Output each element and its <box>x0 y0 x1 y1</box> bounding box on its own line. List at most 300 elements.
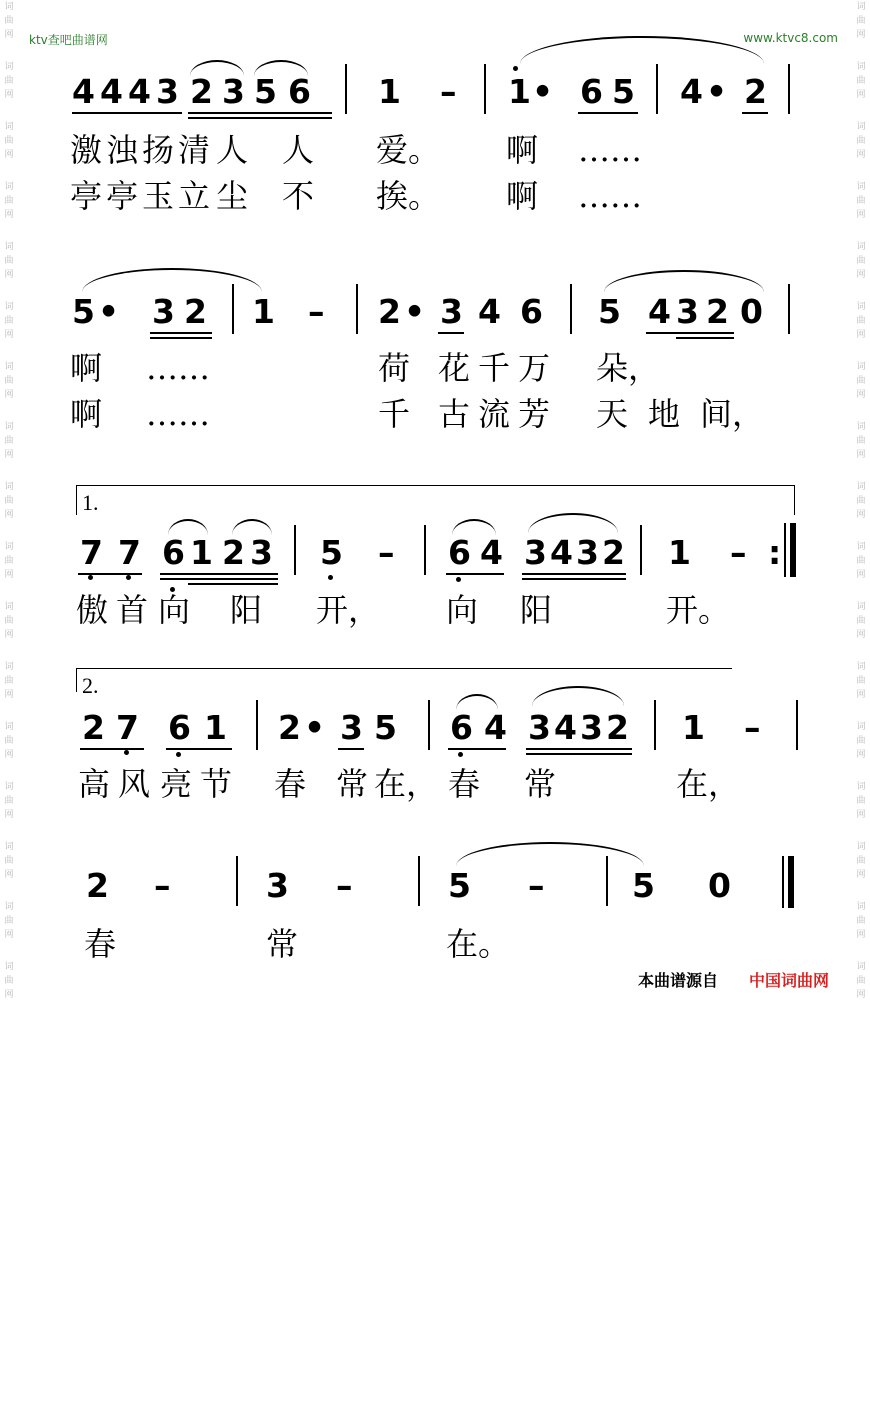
dash: – <box>378 533 395 572</box>
watermark-glyph: 网 <box>4 450 14 460</box>
underline <box>160 573 278 575</box>
slur <box>532 686 624 706</box>
final-barline-thick <box>788 856 794 908</box>
watermark-glyph: 曲 <box>4 916 14 926</box>
note: 2 <box>222 533 245 572</box>
lyric: 浊 <box>106 131 139 169</box>
note: 6 <box>520 292 543 331</box>
low-octave-dot <box>126 575 131 580</box>
augmentation-dot: • <box>304 708 326 747</box>
note: 4 <box>128 72 151 111</box>
note: 5 <box>254 72 277 111</box>
note: 2 <box>606 708 629 747</box>
lyric: 激 <box>70 131 103 169</box>
note: 7 <box>80 533 103 572</box>
watermark-glyph: 曲 <box>4 376 14 386</box>
watermark-glyph: 网 <box>856 570 866 580</box>
volta-label-1: 1. <box>82 490 99 515</box>
lyric: 千 <box>478 349 511 387</box>
note: 6 <box>168 708 191 747</box>
watermark-glyph: 词 <box>4 182 14 192</box>
note: 3 <box>266 866 289 905</box>
note: 4 <box>550 533 573 572</box>
lyric: 啊 <box>506 177 539 215</box>
tie <box>168 519 208 535</box>
watermark-glyph: 词 <box>856 362 866 372</box>
watermark-glyph: 网 <box>856 150 866 160</box>
watermark-glyph: 网 <box>856 510 866 520</box>
watermark-glyph: 曲 <box>856 16 866 26</box>
augmentation-dot: • <box>532 72 554 111</box>
lyrics-verse-2 <box>0 396 870 432</box>
watermark-glyph: 曲 <box>4 196 14 206</box>
watermark-left: ktv查吧曲谱网 <box>29 33 108 47</box>
lyric: 扬 <box>142 131 175 169</box>
watermark-glyph: 网 <box>4 870 14 880</box>
dash: – <box>744 708 761 747</box>
watermark-glyph: 曲 <box>856 676 866 686</box>
watermark-glyph: 网 <box>856 750 866 760</box>
volta-bracket-1-right <box>794 485 795 515</box>
note: 3 <box>576 533 599 572</box>
barline <box>640 525 642 575</box>
watermark-glyph: 词 <box>4 62 14 72</box>
footer-site-name: 中国词曲网 <box>749 971 830 990</box>
low-octave-dot <box>456 577 461 582</box>
dash: – <box>308 292 325 331</box>
watermark-glyph: 词 <box>4 602 14 612</box>
low-octave-dot <box>458 752 463 757</box>
watermark-glyph-group <box>852 660 870 702</box>
watermark-glyph: 曲 <box>856 496 866 506</box>
lyric: 地 <box>648 395 681 433</box>
watermark-glyph: 词 <box>4 302 14 312</box>
watermark-glyph: 词 <box>856 242 866 252</box>
underline <box>676 337 734 339</box>
repeat-barline-thin <box>784 523 786 577</box>
note: 6 <box>162 533 185 572</box>
watermark-glyph-group <box>852 240 870 282</box>
lyric: 亭 <box>70 177 103 215</box>
underline <box>150 332 212 334</box>
lyric: 常 <box>266 925 299 963</box>
dash: – <box>528 866 545 905</box>
slur <box>528 513 618 533</box>
watermark-glyph: 词 <box>4 422 14 432</box>
lyric: 春 <box>448 765 481 803</box>
watermark-glyph: 曲 <box>4 436 14 446</box>
watermark-glyph: 网 <box>4 510 14 520</box>
note: 4 <box>680 72 703 111</box>
lyric: 春 <box>274 765 307 803</box>
watermark-glyph: 词 <box>4 962 14 972</box>
lyric: 啊 <box>70 349 103 387</box>
lyric: 首 <box>116 591 149 629</box>
note: 7 <box>116 708 139 747</box>
watermark-glyph: 网 <box>856 90 866 100</box>
volta-bracket-2 <box>76 668 732 669</box>
note: 3 <box>156 72 179 111</box>
lyric: 天 <box>596 395 629 433</box>
watermark-glyph: 词 <box>856 302 866 312</box>
watermark-glyph: 网 <box>856 450 866 460</box>
watermark-glyph: 词 <box>4 242 14 252</box>
barline <box>345 64 347 114</box>
watermark-glyph: 曲 <box>4 16 14 26</box>
lyric: 常 <box>524 765 557 803</box>
lyrics-verse-2 <box>0 178 870 214</box>
note: 4 <box>100 72 123 111</box>
notes-row <box>0 866 870 916</box>
augmentation-dot: • <box>404 292 426 331</box>
watermark-glyph: 词 <box>856 62 866 72</box>
watermark-glyph: 词 <box>4 662 14 672</box>
watermark-glyph: 词 <box>856 962 866 972</box>
barline <box>418 856 420 906</box>
watermark-glyph: 曲 <box>856 736 866 746</box>
note: 1 <box>252 292 275 331</box>
watermark-glyph: 网 <box>4 150 14 160</box>
lyric: 高 <box>78 765 111 803</box>
watermark-glyph: 网 <box>856 210 866 220</box>
note: 1 <box>204 708 227 747</box>
watermark-glyph: 曲 <box>856 616 866 626</box>
watermark-glyph: 词 <box>856 422 866 432</box>
note: 2 <box>706 292 729 331</box>
lyric: 亮 <box>160 765 193 803</box>
lyric: 向 <box>446 591 479 629</box>
watermark-glyph: 网 <box>4 30 14 40</box>
watermark-glyph: 曲 <box>4 856 14 866</box>
lyrics-verse-1 <box>0 132 870 168</box>
repeat-sign: : <box>768 533 782 572</box>
barline <box>236 856 238 906</box>
lyric: 不 <box>282 177 315 215</box>
note: 6 <box>448 533 471 572</box>
watermark-glyph-group <box>852 0 870 42</box>
low-octave-dot <box>88 575 93 580</box>
lyric: 开， <box>316 591 381 629</box>
watermark-glyph: 网 <box>856 690 866 700</box>
watermark-glyph: 曲 <box>4 316 14 326</box>
underline <box>150 337 212 339</box>
lyric: 向 <box>158 591 191 629</box>
note: 2 <box>82 708 105 747</box>
dash: – <box>336 866 353 905</box>
volta-bracket-1-left <box>76 485 77 515</box>
note: 5 <box>632 866 655 905</box>
lyric: 开。 <box>666 591 731 629</box>
note: 6 <box>450 708 473 747</box>
watermark-glyph: 曲 <box>856 436 866 446</box>
watermark-glyph: 曲 <box>4 136 14 146</box>
watermark-glyph: 网 <box>4 930 14 940</box>
watermark-glyph: 网 <box>856 390 866 400</box>
underline <box>526 748 632 750</box>
lyric: 花 <box>438 349 471 387</box>
watermark-glyph-group <box>852 960 870 1002</box>
lyric: 爱。 <box>376 131 441 169</box>
notes-row <box>0 72 870 122</box>
watermark-glyph: 网 <box>4 390 14 400</box>
note: 3 <box>250 533 273 572</box>
low-octave-dot <box>328 575 333 580</box>
slur <box>456 842 644 866</box>
notes-row <box>0 292 870 342</box>
note: 2 <box>602 533 625 572</box>
watermark-glyph: 曲 <box>4 736 14 746</box>
barline <box>294 525 296 575</box>
note: 4 <box>478 292 501 331</box>
volta-bracket-2-left <box>76 668 77 692</box>
watermark-glyph: 词 <box>856 902 866 912</box>
lyric: 节 <box>200 765 233 803</box>
barline <box>796 700 798 750</box>
watermark-glyph: 网 <box>856 930 866 940</box>
lyrics <box>0 592 870 628</box>
note: 2 <box>86 866 109 905</box>
watermark-glyph: 网 <box>856 270 866 280</box>
dash: – <box>154 866 171 905</box>
note: 2 <box>184 292 207 331</box>
underline <box>446 573 504 575</box>
note: 2 <box>378 292 401 331</box>
low-octave-dot <box>176 752 181 757</box>
watermark-glyph: 曲 <box>856 316 866 326</box>
watermark-glyph: 网 <box>856 990 866 1000</box>
barline <box>256 700 258 750</box>
underline <box>166 748 232 750</box>
watermark-glyph: 曲 <box>4 976 14 986</box>
note: 2 <box>278 708 301 747</box>
watermark-glyph: 词 <box>4 482 14 492</box>
watermark-glyph: 词 <box>856 782 866 792</box>
watermark-glyph: 网 <box>4 330 14 340</box>
watermark-glyph: 曲 <box>856 136 866 146</box>
note: 1 <box>378 72 401 111</box>
note: 7 <box>118 533 141 572</box>
note: 5 <box>72 292 95 331</box>
note: 5 <box>612 72 635 111</box>
lyric: …… <box>146 395 210 433</box>
lyrics-verse-1 <box>0 350 870 386</box>
volta-label-2: 2. <box>82 673 99 698</box>
dash: – <box>440 72 457 111</box>
watermark-glyph: 网 <box>4 570 14 580</box>
augmentation-dot: • <box>706 72 728 111</box>
lyric: 朵， <box>596 349 661 387</box>
dash: – <box>730 533 747 572</box>
note: 3 <box>524 533 547 572</box>
watermark-glyph: 曲 <box>856 256 866 266</box>
lyric: 流 <box>478 395 511 433</box>
barline <box>654 700 656 750</box>
watermark-glyph: 曲 <box>4 676 14 686</box>
note: 0 <box>740 292 763 331</box>
high-octave-dot <box>513 66 518 71</box>
watermark-glyph: 曲 <box>856 796 866 806</box>
watermark-glyph: 网 <box>4 810 14 820</box>
watermark-glyph: 词 <box>856 722 866 732</box>
underline <box>522 573 626 575</box>
underline <box>438 332 464 334</box>
lyric: 啊 <box>70 395 103 433</box>
note: 4 <box>554 708 577 747</box>
watermark-glyph: 词 <box>4 722 14 732</box>
watermark-glyph: 曲 <box>856 76 866 86</box>
barline <box>788 284 790 334</box>
underline <box>78 573 142 575</box>
watermark-glyph: 网 <box>4 90 14 100</box>
watermark-glyph: 网 <box>856 870 866 880</box>
watermark-right: www.ktvc8.com <box>743 31 838 45</box>
lyric: …… <box>578 177 642 215</box>
underline <box>188 583 278 585</box>
note: 5 <box>448 866 471 905</box>
lyric: 玉 <box>142 177 175 215</box>
lyric: 傲 <box>76 591 109 629</box>
watermark-glyph: 曲 <box>4 796 14 806</box>
lyric: 在。 <box>446 925 511 963</box>
underline <box>80 748 144 750</box>
tie <box>232 519 272 535</box>
underline <box>526 753 632 755</box>
watermark-glyph: 词 <box>4 122 14 132</box>
lyric: 芳 <box>518 395 551 433</box>
watermark-glyph: 词 <box>856 482 866 492</box>
note: 2 <box>744 72 767 111</box>
lyric: …… <box>578 131 642 169</box>
lyric: 千 <box>378 395 411 433</box>
lyric: 人 <box>216 131 249 169</box>
watermark-glyph: 网 <box>4 990 14 1000</box>
barline <box>356 284 358 334</box>
watermark-glyph: 网 <box>4 270 14 280</box>
footer-source-label: 本曲谱源自 <box>638 971 719 990</box>
watermark-glyph: 曲 <box>4 256 14 266</box>
note: 5 <box>320 533 343 572</box>
underline <box>448 748 506 750</box>
watermark-glyph: 网 <box>4 630 14 640</box>
watermark-glyph: 曲 <box>856 916 866 926</box>
lyric: 万 <box>518 349 551 387</box>
note: 4 <box>72 72 95 111</box>
watermark-glyph: 词 <box>856 842 866 852</box>
lyric: 清 <box>178 131 211 169</box>
note: 1 <box>190 533 213 572</box>
underline <box>188 112 332 114</box>
watermark-glyph: 词 <box>4 842 14 852</box>
underline <box>160 578 278 580</box>
notes-row <box>0 708 870 758</box>
lyric: 古 <box>438 395 471 433</box>
tie <box>190 60 244 76</box>
note: 5 <box>598 292 621 331</box>
lyric: 阳 <box>520 591 553 629</box>
lyric: 啊 <box>506 131 539 169</box>
lyric: 风 <box>118 765 151 803</box>
note: 4 <box>484 708 507 747</box>
note: 2 <box>190 72 213 111</box>
underline <box>578 112 638 114</box>
tie <box>254 60 308 76</box>
barline <box>606 856 608 906</box>
final-barline-thin <box>782 856 784 908</box>
watermark-glyph: 网 <box>856 810 866 820</box>
watermark-glyph: 曲 <box>856 556 866 566</box>
note: 3 <box>222 72 245 111</box>
watermark-glyph: 曲 <box>4 616 14 626</box>
lyric: 亭 <box>106 177 139 215</box>
watermark-glyph: 词 <box>856 122 866 132</box>
barline <box>656 64 658 114</box>
watermark-glyph: 网 <box>4 750 14 760</box>
tie <box>452 519 496 535</box>
note: 3 <box>152 292 175 331</box>
note: 1 <box>682 708 705 747</box>
lyric: 尘 <box>216 177 249 215</box>
note: 6 <box>288 72 311 111</box>
watermark-glyph: 词 <box>856 662 866 672</box>
slur <box>520 36 764 64</box>
lyric: 常 <box>336 765 369 803</box>
watermark-glyph: 词 <box>4 2 14 12</box>
note: 4 <box>648 292 671 331</box>
tie <box>456 694 498 710</box>
underline <box>188 117 332 119</box>
note: 3 <box>676 292 699 331</box>
watermark-glyph: 词 <box>4 902 14 912</box>
lyric: 在， <box>676 765 741 803</box>
lyrics <box>0 926 870 962</box>
watermark-glyph: 词 <box>4 782 14 792</box>
underline <box>742 112 768 114</box>
note: 0 <box>708 866 731 905</box>
underline <box>646 332 734 334</box>
note: 3 <box>440 292 463 331</box>
note: 5 <box>374 708 397 747</box>
note: 3 <box>528 708 551 747</box>
slur <box>82 268 262 292</box>
lyrics <box>0 766 870 802</box>
underline <box>72 112 182 114</box>
watermark-glyph: 曲 <box>4 496 14 506</box>
watermark-glyph: 网 <box>4 690 14 700</box>
augmentation-dot: • <box>98 292 120 331</box>
underline <box>338 748 364 750</box>
watermark-glyph: 词 <box>4 362 14 372</box>
repeat-barline-thick <box>790 523 796 577</box>
watermark-glyph: 词 <box>856 2 866 12</box>
note: 1 <box>668 533 691 572</box>
watermark-glyph: 曲 <box>856 856 866 866</box>
note: 6 <box>580 72 603 111</box>
barline <box>570 284 572 334</box>
watermark-glyph: 词 <box>856 182 866 192</box>
low-octave-dot <box>124 750 129 755</box>
lyric: 人 <box>282 131 315 169</box>
watermark-glyph: 网 <box>856 630 866 640</box>
underline <box>522 578 626 580</box>
watermark-glyph: 曲 <box>4 76 14 86</box>
watermark-glyph: 网 <box>856 30 866 40</box>
watermark-glyph-group <box>0 0 18 42</box>
watermark-glyph: 曲 <box>856 376 866 386</box>
watermark-glyph: 词 <box>856 542 866 552</box>
note: 3 <box>580 708 603 747</box>
note: 1 <box>508 72 531 111</box>
lyric: 挨。 <box>376 177 441 215</box>
